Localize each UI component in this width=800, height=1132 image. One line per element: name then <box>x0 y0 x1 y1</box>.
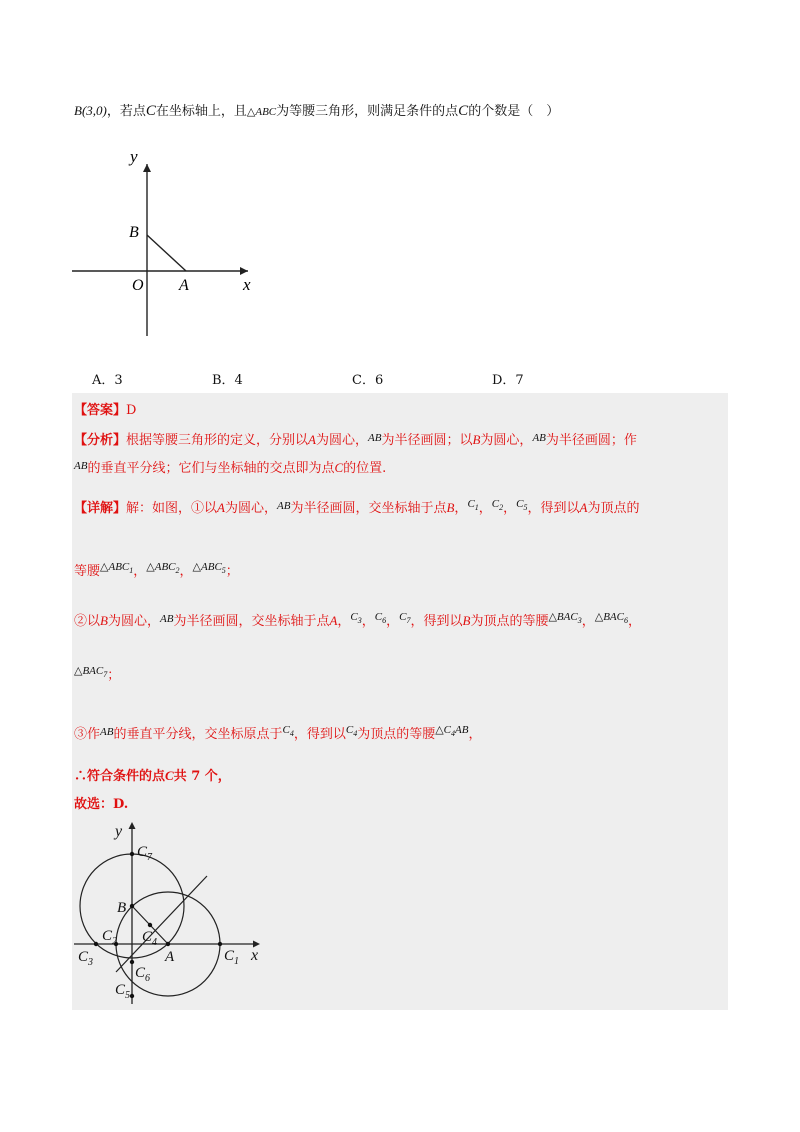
label-ab: AB <box>74 460 88 472</box>
label-c: C <box>165 768 174 783</box>
label-c1: C1 <box>467 498 479 512</box>
c6-label: $C_6$ <box>135 965 151 984</box>
triangle-bac7: △BAC7 <box>74 665 108 679</box>
detail-line-7 <box>74 793 128 812</box>
analysis-text: 根据等腰三角形的定义，分别以 <box>126 433 309 448</box>
analysis-line-2 <box>74 457 386 476</box>
detail-line-5: ③作$^{AB}$的垂直平分线，交坐标原点于$^{C_4}$，得到以$^{C_4}$为顶点的等腰$^{\triangle C_4AB}$， <box>74 724 482 742</box>
c5-label: $C_5$ <box>115 982 131 1001</box>
analysis-line-1 <box>74 429 637 448</box>
detail-text: ②以 <box>74 614 101 629</box>
label-a: A <box>217 500 225 515</box>
label-c3: C3 <box>350 611 362 625</box>
y-axis-arrow <box>143 164 151 172</box>
point-c-2: C <box>458 103 469 119</box>
coordinate-figure <box>60 140 280 340</box>
detail-line-6 <box>74 765 231 784</box>
detail-text: 为半径画圆，交坐标轴于点 <box>173 614 330 629</box>
detail-text: 为顶点的等腰 <box>357 727 436 742</box>
detail-text: 的垂直平分线，交坐标原点于 <box>113 727 283 742</box>
triangle-abc1: △ABC1 <box>100 561 134 575</box>
answer-value: D <box>126 403 137 418</box>
detail-text: ，得到以 <box>527 501 580 516</box>
point-a-label: A <box>165 949 175 965</box>
question-part-1: ，若点 <box>106 104 146 119</box>
detail-text: 共 7 个， <box>173 769 231 784</box>
triangle-abc: △ABC <box>246 106 277 118</box>
analysis-text: 为半径画圆；作 <box>545 433 637 448</box>
detail-line-2: 等腰$^{\triangle ABC_1}$，$^{\triangle ABC_2}$，$^{\triangle ABC_5}$； <box>74 561 239 579</box>
option-a[interactable]: A．3 <box>92 373 123 388</box>
detail-text: 为圆心， <box>224 501 277 516</box>
x-axis-arrow <box>240 267 248 275</box>
analysis-text: 的垂直平分线；它们与坐标轴的交点即为点 <box>87 461 335 476</box>
label-c4-b: C4 <box>345 724 358 738</box>
label-c7: C7 <box>399 611 411 625</box>
label-a: A <box>329 613 338 628</box>
label-ab: AB <box>532 432 546 444</box>
detail-text: 为圆心， <box>107 614 160 629</box>
label-c4: C4 <box>282 724 294 738</box>
triangle-abc5: △ABC5 <box>192 561 226 575</box>
c7-label: $C_7$ <box>137 844 153 863</box>
label-ab: AB <box>159 613 174 625</box>
label-c5: C5 <box>516 498 528 512</box>
triangle-c4ab: △C4AB <box>435 724 469 738</box>
x-axis-label: x <box>251 947 259 964</box>
label-ab: AB <box>100 726 114 738</box>
y-axis-label: y <box>115 823 123 840</box>
point-b-label: B <box>117 900 127 916</box>
detail-text: ，得到以 <box>410 614 463 629</box>
question-part-2: 在坐标轴上，且 <box>155 104 247 119</box>
label-b: B <box>472 432 481 447</box>
detail-text: ③作 <box>74 727 101 742</box>
detail-line-3: ②以B为圆心，$^{AB}$为半径画圆，交坐标轴于点A，$^{C_3}$，$^{C_6}$，$^{C_7}$，得到以B为顶点的等腰$^{\triangle BAC_3}$，$^{\triangle BAC_6}$， <box>74 611 641 629</box>
detail-text: 解：如图，①以 <box>126 501 218 516</box>
perpendicular-bisector <box>116 876 207 972</box>
label-c6: C6 <box>374 611 387 625</box>
segment-ab <box>147 235 186 271</box>
label-ab: AB <box>277 500 291 512</box>
analysis-text: 为圆心， <box>315 433 368 448</box>
analysis-text: 为圆心， <box>480 433 533 448</box>
label-c2: C2 <box>491 498 504 512</box>
question-part-3: 为等腰三角形，则满足条件的点 <box>276 104 459 119</box>
option-d[interactable]: D．7 <box>492 373 524 388</box>
triangle-bac3: △BAC3 <box>548 611 582 625</box>
c1-label: $C_1$ <box>224 948 240 967</box>
label-b: B <box>462 613 471 628</box>
detail-text: ，得到以 <box>293 727 346 742</box>
detail-text: 为顶点的等腰 <box>470 614 549 629</box>
option-b[interactable]: B．4 <box>212 373 243 388</box>
label-a: A <box>308 432 316 447</box>
analysis-text: 的位置. <box>343 461 387 476</box>
analysis-text: 为半径画圆；以 <box>381 433 473 448</box>
analysis-tag: 【分析】 <box>74 433 127 448</box>
y-axis-label: y <box>130 147 138 166</box>
detail-text: 为半径画圆，交坐标轴于点 <box>290 501 447 516</box>
origin-label: O <box>132 277 144 294</box>
solution-figure <box>72 818 272 1008</box>
label-ab: AB <box>368 432 382 444</box>
c3-label: $C_3$ <box>78 949 94 968</box>
label-c: C <box>334 460 344 475</box>
x-axis-label: x <box>243 275 251 294</box>
triangle-abc2: △ABC2 <box>146 561 180 575</box>
point-a-label: A <box>179 277 189 294</box>
triangle-bac6: △BAC6 <box>594 611 628 625</box>
label-a: A <box>579 500 588 515</box>
answer-tag: 【答案】 <box>74 403 127 418</box>
c4-label: $C_4$ <box>142 929 158 948</box>
y-axis-arrow <box>129 822 136 829</box>
option-c[interactable]: C．6 <box>352 373 384 388</box>
point-c: C <box>145 103 156 119</box>
detail-tag: 【详解】 <box>74 501 127 516</box>
detail-text: 故选：D. <box>74 797 129 812</box>
label-b: B <box>446 500 455 515</box>
detail-text: 等腰 <box>74 564 101 579</box>
detail-line-4: $^{\triangle BAC_7}$； <box>74 665 121 683</box>
point-b-coord: B(3,0) <box>74 103 107 118</box>
c2-label: $C_2$ <box>102 928 118 947</box>
intersection-points <box>94 852 222 998</box>
detail-text: ∴符合条件的点 <box>74 769 166 784</box>
detail-text: 为顶点的 <box>587 501 640 516</box>
label-b: B <box>100 613 108 628</box>
point-b-label: B <box>129 224 139 241</box>
detail-line-1: 【详解】解：如图，①以A为圆心，$^{AB}$为半径画圆，交坐标轴于点B，$^{C_1}$，$^{C_2}$，$^{C_5}$，得到以A为顶点的 <box>74 498 640 516</box>
answer-line <box>74 399 136 418</box>
question-part-4: 的个数是（ ） <box>468 104 560 119</box>
question-text <box>74 100 559 120</box>
